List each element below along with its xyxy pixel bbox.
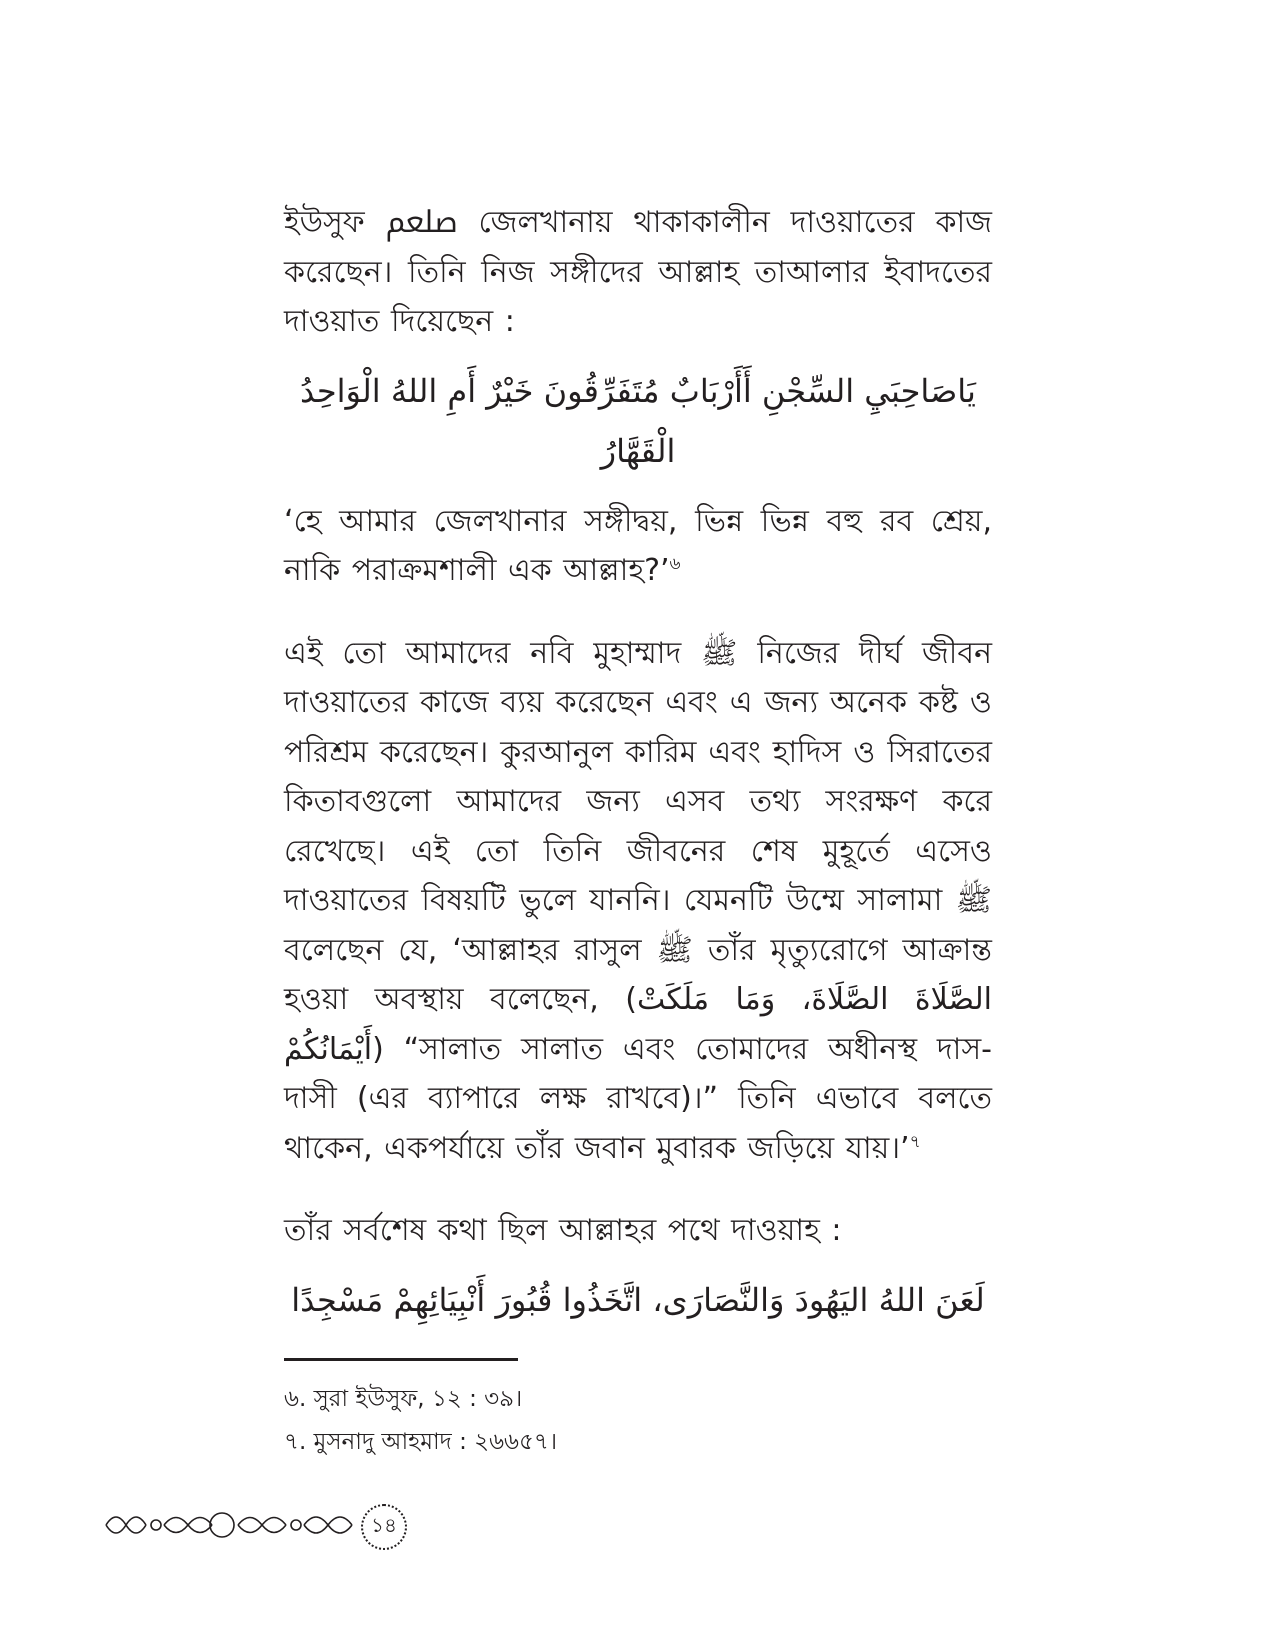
paragraph-2-text: ‘হে আমার জেলখানার সঙ্গীদ্বয়, ভিন্ন ভিন্ন বহু রব শ্রেয়, নাকি পরাক্রমশালী এক আল্লাহ?’ <box>284 503 992 588</box>
paragraph-3 <box>284 629 992 1174</box>
page-number: ১৪ <box>361 1504 407 1550</box>
footnote-ref-7[interactable]: ৭ <box>909 1131 921 1152</box>
paragraph-2 <box>284 497 992 596</box>
paragraph-4: তাঁর সর্বশেষ কথা ছিল আল্লাহর পথে দাওয়াহ : <box>284 1213 842 1248</box>
arabic-verse-1: يَاصَاحِبَيِ السِّجْنِ أَأَرْبَابٌ مُتَفَرِّقُونَ خَيْرٌ أَمِ اللهُ الْوَاحِدُ الْقَهَّارُ <box>300 371 976 470</box>
paragraph-1: ইউসুফ ﷵ জেলখানায় থাকাকালীন দাওয়াতের কাজ করেছেন। তিনি নিজ সঙ্গীদের আল্লাহ তাআলার ইবাদতের দাওয়াত দিয়েছেন : <box>284 205 992 339</box>
page-body <box>284 198 992 1346</box>
footnotes <box>284 1378 992 1464</box>
footnote-divider <box>284 1358 518 1361</box>
footnote-ref-6[interactable]: ৬ <box>669 554 681 574</box>
paragraph-3-text: এই তো আমাদের নবি মুহাম্মাদ ﷺ নিজের দীর্ঘ জীবন দাওয়াতের কাজে ব্যয় করেছেন এবং এ জন্য অনেক কষ্ট ও পরিশ্রম করেছেন। কুরআনুল কারিম এবং হাদিস ও সিরাতের কিতাবগুলো আমাদের জন্য এসব তথ্য সংরক্ষণ করে রেখেছে। এই তো তিনি জীবনের শেষ মুহূর্তে এসেও দাওয়াতের বিষয়টি ভুলে যাননি। যেমনটি উম্মে সালামা ﷺ বলেছেন যে, ‘আল্লাহর রাসুল ﷺ তাঁর মৃত্যুরোগে আক্রান্ত হওয়া অবস্থায় বলেছেন, (الصَّلَاةَ الصَّلَاةَ، وَمَا مَلَكَتْ أَيْمَانُكُمْ) “সালাত সালাত এবং তোমাদের অধীনস্থ দাস-দাসী (এর ব্যাপারে লক্ষ রাখবে)।” তিনি এভাবে বলতে থাকেন, একপর্যায়ে তাঁর জবান মুবারক জড়িয়ে যায়।’ <box>284 635 993 1166</box>
footnote-6: ৬. সুরা ইউসুফ, ১২ : ৩৯। <box>284 1386 523 1412</box>
arabic-verse-2: لَعَنَ اللهُ اليَهُودَ وَالنَّصَارَى، اتَّخَذُوا قُبُورَ أَنْبِيَائِهِمْ مَسْجِدًا <box>291 1280 985 1319</box>
decorative-ornament-icon <box>104 1506 354 1544</box>
footnote-7: ৭. মুসনাদু আহমাদ : ২৬৬৫৭। <box>284 1429 558 1455</box>
